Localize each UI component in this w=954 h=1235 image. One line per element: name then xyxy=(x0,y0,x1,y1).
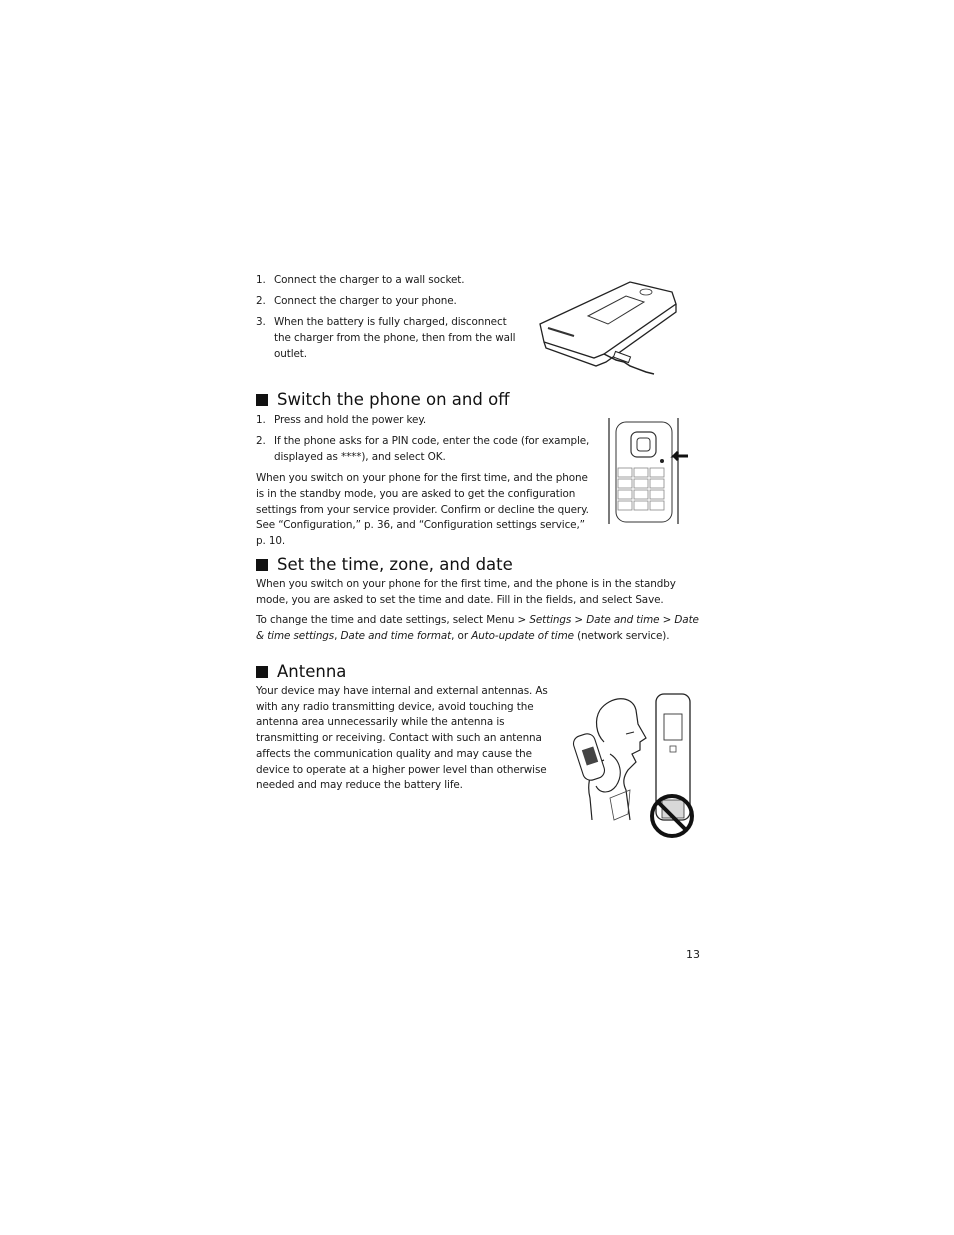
list-item: 2. If the phone asks for a PIN code, enter the code (for example, displayed as ****), and select OK. xyxy=(256,435,590,463)
phone-keypad-illustration xyxy=(604,418,690,524)
list-item: 1. Connect the charger to a wall socket. xyxy=(256,274,465,286)
switch-paragraph: When you switch on your phone for the first time, and the phone is in the standby mode, you are asked to get the configuration settings from your service provider. Confirm or decline the query. See “Configuration,” p. 36, and “Configuration settings service,” p. 10. xyxy=(256,472,589,547)
time-text xyxy=(256,577,701,650)
section-heading-time: Set the time, zone, and date xyxy=(256,555,513,574)
list-item: 3. When the battery is fully charged, disconnect the charger from the phone, then from the wall outlet. xyxy=(256,316,516,360)
heading-bullet-icon xyxy=(256,666,268,678)
section-heading-antenna: Antenna xyxy=(256,662,346,681)
antenna-paragraph: Your device may have internal and external antennas. As with any radio transmitting device, avoid touching the antenna area unnecessarily while the antenna is transmitting or receiving. Contact with such an antenna affects the communication quality and may cause the device to operate at a higher power level than otherwise needed and may reduce the battery life. xyxy=(256,685,548,792)
phone-charging-illustration xyxy=(534,276,684,376)
antenna-text xyxy=(256,684,558,799)
heading-bullet-icon xyxy=(256,394,268,406)
antenna-illustration xyxy=(570,690,700,840)
time-paragraph-1: When you switch on your phone for the first time, and the phone is in the standby mode, you are asked to set the time and date. Fill in the fields, and select Save. xyxy=(256,578,676,606)
page-number: 13 xyxy=(686,948,700,961)
section-heading-switch: Switch the phone on and off xyxy=(256,390,510,409)
switch-steps xyxy=(256,413,591,555)
charging-steps xyxy=(256,273,526,368)
heading-bullet-icon xyxy=(256,559,268,571)
time-paragraph-2: To change the time and date settings, select Menu > Settings > Date and time > Date & time settings, Date and time format, or Auto-update of time (network service). xyxy=(256,614,699,643)
list-item: 2. Connect the charger to your phone. xyxy=(256,295,457,308)
list-item: 1. Press and hold the power key. xyxy=(256,414,427,426)
